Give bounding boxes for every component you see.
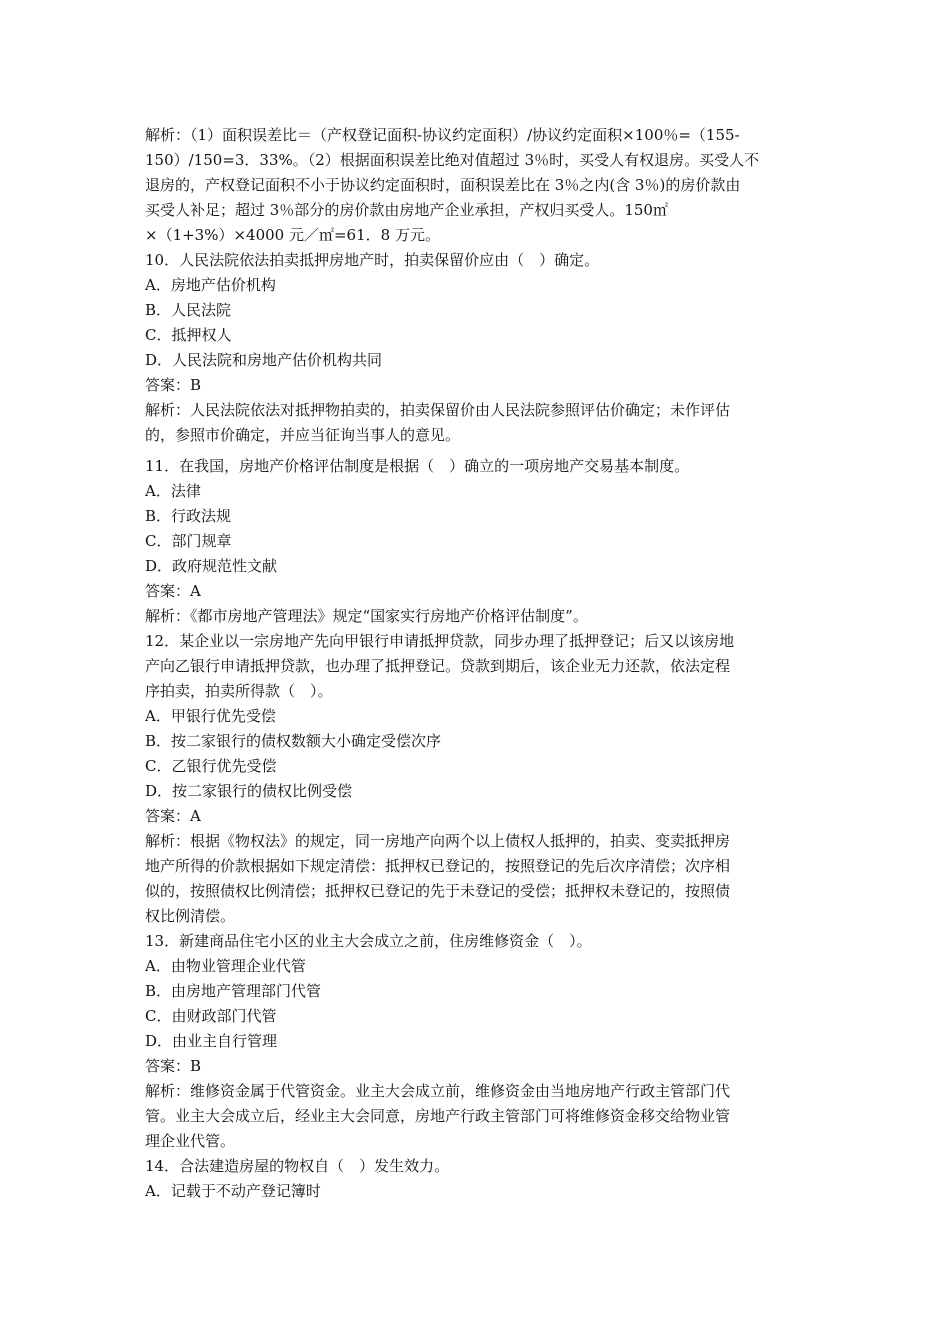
text-line: 解析：根据《物权法》的规定，同一房地产向两个以上债权人抵押的，拍卖、变卖抵押房 bbox=[145, 832, 731, 850]
text-line: 权比例清偿。 bbox=[145, 907, 236, 925]
text-line: 解析：《都市房地产管理法》规定“国家实行房地产价格评估制度”。 bbox=[145, 607, 588, 625]
text-line: D．政府规范性文献 bbox=[145, 557, 278, 575]
text-line: A．由物业管理企业代管 bbox=[145, 957, 306, 975]
text-line: A．记载于不动产登记簿时 bbox=[145, 1182, 321, 1200]
text-line: C．乙银行优先受偿 bbox=[145, 757, 277, 775]
text-line: A．房地产估价机构 bbox=[145, 276, 276, 294]
text-line: 答案：A bbox=[145, 807, 201, 825]
text-line: 似的，按照债权比例清偿；抵押权已登记的先于未登记的受偿；抵押权未登记的，按照债 bbox=[145, 882, 731, 900]
text-line: B．按二家银行的债权数额大小确定受偿次序 bbox=[145, 732, 442, 750]
text-line: 解析：（1）面积误差比＝（产权登记面积-协议约定面积）/协议约定面积×100％=（155- bbox=[145, 126, 740, 144]
text-line: 退房的，产权登记面积不小于协议约定面积时，面积误差比在 3％之内(含 3％)的房价款由 bbox=[145, 176, 741, 194]
text-line: D．人民法院和房地产估价机构共同 bbox=[145, 351, 383, 369]
text-line: 解析：人民法院依法对抵押物拍卖的，拍卖保留价由人民法院参照评估价确定；未作评估 bbox=[145, 401, 731, 419]
text-line: B．人民法院 bbox=[145, 301, 232, 319]
text-line: 地产所得的价款根据如下规定清偿：抵押权已登记的，按照登记的先后次序清偿；次序相 bbox=[145, 857, 731, 875]
text-line: 13．新建商品住宅小区的业主大会成立之前，住房维修资金（ ）。 bbox=[145, 932, 592, 950]
text-line: 答案：A bbox=[145, 582, 201, 600]
text-line: C．抵押权人 bbox=[145, 326, 232, 344]
text-line: 买受人补足；超过 3％部分的房价款由房地产企业承担，产权归买受人。150㎡ bbox=[145, 201, 668, 219]
text-line: 理企业代管。 bbox=[145, 1132, 236, 1150]
text-line: ×（1+3%）×4000 元／㎡=61．8 万元。 bbox=[145, 226, 440, 244]
text-line: B．由房地产管理部门代管 bbox=[145, 982, 322, 1000]
text-line: B．行政法规 bbox=[145, 507, 232, 525]
text-line: A．法律 bbox=[145, 482, 201, 500]
document-body bbox=[145, 123, 805, 1204]
text-line: 解析：维修资金属于代管资金。业主大会成立前，维修资金由当地房地产行政主管部门代 bbox=[145, 1082, 731, 1100]
text-line: 12．某企业以一宗房地产先向甲银行申请抵押贷款，同步办理了抵押登记；后又以该房地 bbox=[145, 632, 735, 650]
text-line: 产向乙银行申请抵押贷款，也办理了抵押登记。贷款到期后，该企业无力还款，依法定程 bbox=[145, 657, 731, 675]
text-line: 14．合法建造房屋的物权自（ ）发生效力。 bbox=[145, 1157, 450, 1175]
text-line: 的，参照市价确定，并应当征询当事人的意见。 bbox=[145, 426, 461, 444]
text-line: C．由财政部门代管 bbox=[145, 1007, 277, 1025]
text-line: A．甲银行优先受偿 bbox=[145, 707, 276, 725]
text-line: 11．在我国，房地产价格评估制度是根据（ ）确立的一项房地产交易基本制度。 bbox=[145, 457, 690, 475]
text-line: D．由业主自行管理 bbox=[145, 1032, 278, 1050]
text-line: 10．人民法院依法拍卖抵押房地产时，拍卖保留价应由（ ）确定。 bbox=[145, 251, 600, 269]
text-line: D．按二家银行的债权比例受偿 bbox=[145, 782, 353, 800]
text-line: 序拍卖，拍卖所得款（ ）。 bbox=[145, 682, 333, 700]
text-line: 答案：B bbox=[145, 1057, 202, 1075]
text-line: C．部门规章 bbox=[145, 532, 232, 550]
text-line: 150）/150=3．33%。（2）根据面积误差比绝对值超过 3％时，买受人有权退房。买受人不 bbox=[145, 151, 760, 169]
text-line: 答案：B bbox=[145, 376, 202, 394]
text-line: 管。业主大会成立后，经业主大会同意，房地产行政主管部门可将维修资金移交给物业管 bbox=[145, 1107, 731, 1125]
